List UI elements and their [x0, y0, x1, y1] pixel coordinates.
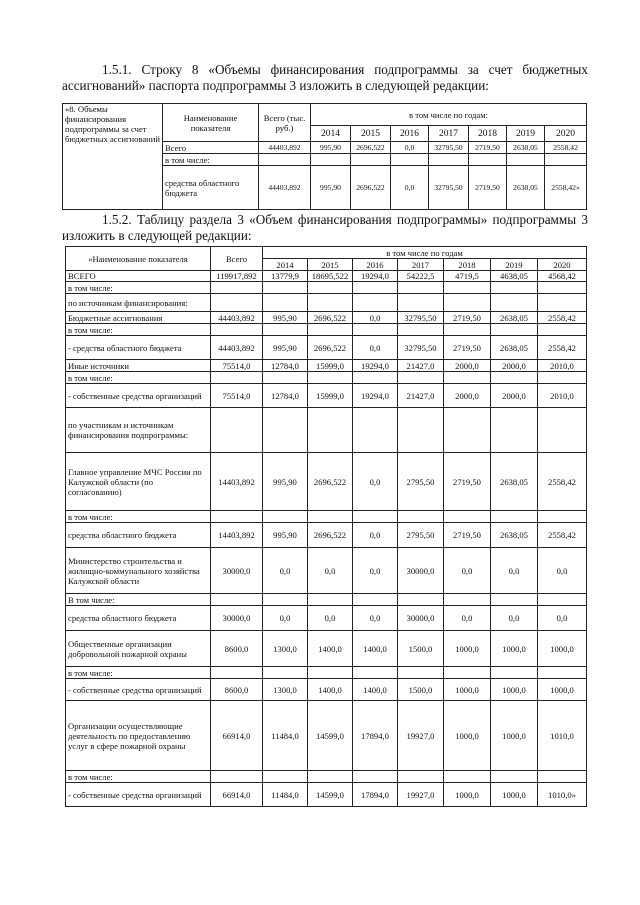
row-name: в том числе:: [66, 511, 211, 523]
cell-value: 21427,0: [398, 384, 444, 408]
cell-value: 19294,0: [353, 271, 398, 282]
row-name: - собственные средства организаций: [66, 679, 211, 701]
cell-value: [444, 294, 491, 312]
row-total: 44403,892: [211, 336, 263, 360]
cell-value: [491, 771, 538, 783]
cell-value: [491, 372, 538, 384]
row-name: средства областного бюджета: [66, 523, 211, 548]
cell-value: [308, 667, 353, 679]
cell-value: 17894,0: [353, 783, 398, 807]
row-total: [211, 372, 263, 384]
cell-value: [491, 282, 538, 294]
cell-value: [538, 372, 587, 384]
table-row: [66, 294, 587, 312]
table-row: [66, 548, 587, 594]
cell-value: 2000,0: [444, 384, 491, 408]
cell-value: [398, 667, 444, 679]
year-header: 2015: [351, 126, 391, 142]
table-row: [66, 511, 587, 523]
cell-value: 2638,05: [507, 142, 545, 154]
cell-value: 1300,0: [263, 631, 308, 667]
cell-value: [538, 282, 587, 294]
cell-value: [398, 771, 444, 783]
row-name: средства областного бюджета: [66, 606, 211, 631]
cell-value: 1500,0: [398, 679, 444, 701]
cell-value: 14599,0: [308, 701, 353, 771]
row-total: 44403,892: [259, 166, 311, 210]
cell-value: 0,0: [444, 548, 491, 594]
year-header: 2014: [263, 259, 308, 271]
cell-value: 2719,50: [444, 336, 491, 360]
cell-value: 0,0: [308, 548, 353, 594]
row-total: [211, 294, 263, 312]
cell-value: 2719,50: [444, 312, 491, 324]
cell-value: 2638,05: [491, 336, 538, 360]
cell-value: 32795,50: [398, 312, 444, 324]
col-total-header: Всего: [211, 247, 263, 271]
row-name: по участникам и источникам финансирования подпрограммы:: [66, 408, 211, 453]
cell-value: [353, 771, 398, 783]
cell-value: 15999,0: [308, 360, 353, 372]
cell-value: [263, 667, 308, 679]
cell-value: 17894,0: [353, 701, 398, 771]
year-header: 2020: [538, 259, 587, 271]
cell-value: 2795,50: [398, 523, 444, 548]
cell-value: [263, 511, 308, 523]
cell-value: 2719,50: [444, 523, 491, 548]
cell-value: 32795,50: [429, 166, 469, 210]
cell-value: [263, 372, 308, 384]
cell-value: [353, 324, 398, 336]
table-row: [66, 631, 587, 667]
cell-value: 2638,05: [491, 453, 538, 511]
cell-value: [308, 372, 353, 384]
row-name: Министерство строительства и жилищно-коммунального хозяйства Калужской области: [66, 548, 211, 594]
cell-value: [263, 324, 308, 336]
cell-value: 2010,0: [538, 384, 587, 408]
cell-value: 2696,522: [308, 453, 353, 511]
subprogram-financing-table: [65, 246, 587, 807]
row-8-label: «8. Объемы финансирования подпрограммы за счет бюджетных ассигнований: [63, 104, 163, 210]
cell-value: 0,0: [353, 606, 398, 631]
cell-value: 13779,9: [263, 271, 308, 282]
row-total: [211, 282, 263, 294]
table-row: [66, 372, 587, 384]
cell-value: [263, 408, 308, 453]
cell-value: 995,90: [263, 312, 308, 324]
cell-value: 1400,0: [353, 679, 398, 701]
cell-value: [398, 594, 444, 606]
row-name: по источникам финансирования:: [66, 294, 211, 312]
cell-value: 1000,0: [491, 631, 538, 667]
row-name: Иные источники: [66, 360, 211, 372]
cell-value: [444, 771, 491, 783]
table-row: [66, 312, 587, 324]
cell-value: 0,0: [353, 336, 398, 360]
row-total: [211, 324, 263, 336]
cell-value: 1010,0: [538, 701, 587, 771]
row-total: [211, 667, 263, 679]
cell-value: 2010,0: [538, 360, 587, 372]
cell-value: 2000,0: [444, 360, 491, 372]
cell-value: [308, 408, 353, 453]
cell-value: 0,0: [538, 548, 587, 594]
cell-value: [491, 408, 538, 453]
table-row: [66, 594, 587, 606]
cell-value: 2638,05: [507, 166, 545, 210]
table-row: [66, 606, 587, 631]
year-header: 2019: [507, 126, 545, 142]
col-total-header: Всего (тыс. руб.): [259, 104, 311, 142]
cell-value: [398, 282, 444, 294]
cell-value: 1000,0: [538, 631, 587, 667]
table-row: [66, 324, 587, 336]
cell-value: 32795,50: [429, 142, 469, 154]
cell-value: 2558,42: [538, 523, 587, 548]
years-group-header: в том числе по годам: [263, 247, 587, 259]
cell-value: 2696,522: [351, 142, 391, 154]
year-header: 2017: [429, 126, 469, 142]
cell-value: [538, 771, 587, 783]
cell-value: [538, 594, 587, 606]
row-total: 119917,892: [211, 271, 263, 282]
row-total: 14403,892: [211, 523, 263, 548]
cell-value: 0,0: [308, 606, 353, 631]
cell-value: 995,90: [263, 336, 308, 360]
cell-value: 30000,0: [398, 548, 444, 594]
table-row: [66, 667, 587, 679]
year-header: 2018: [469, 126, 507, 142]
row-total: 66914,0: [211, 783, 263, 807]
cell-value: 1000,0: [491, 679, 538, 701]
row-name: в том числе:: [66, 667, 211, 679]
row-name: - собственные средства организаций: [66, 384, 211, 408]
col-name-header: «Наименование показателя: [66, 247, 211, 271]
cell-value: 995,90: [263, 523, 308, 548]
cell-value: [263, 282, 308, 294]
cell-value: 14599,0: [308, 783, 353, 807]
table-row: [66, 360, 587, 372]
years-group-header: в том числе по годам:: [311, 104, 587, 126]
cell-value: 1500,0: [398, 631, 444, 667]
cell-value: 2558,42»: [545, 166, 587, 210]
paragraph-1-5-1: 1.5.1. Строку 8 «Объемы финансирования подпрограммы за счет бюджетных ассигнований» паспорта подпрограммы 3 изложить в следующей редакции:: [62, 62, 588, 93]
cell-value: 1000,0: [444, 783, 491, 807]
cell-value: 0,0: [263, 548, 308, 594]
year-header: 2015: [308, 259, 353, 271]
row-total: 75514,0: [211, 384, 263, 408]
paragraph-1-5-2: 1.5.2. Таблицу раздела 3 «Объем финансирования подпрограммы» подпрограммы 3 изложить в следующей редакции:: [62, 212, 588, 243]
cell-value: 19927,0: [398, 701, 444, 771]
cell-value: 0,0: [491, 548, 538, 594]
table-row: [66, 282, 587, 294]
cell-value: 0,0: [353, 453, 398, 511]
cell-value: [263, 594, 308, 606]
cell-value: [491, 667, 538, 679]
cell-value: [538, 408, 587, 453]
row-total: [211, 511, 263, 523]
year-header: 2014: [311, 126, 351, 142]
cell-value: 4568,42: [538, 271, 587, 282]
cell-value: 2638,05: [491, 523, 538, 548]
cell-value: [398, 408, 444, 453]
row-total: 8600,0: [211, 631, 263, 667]
row-total: 30000,0: [211, 606, 263, 631]
table-row: [66, 523, 587, 548]
cell-value: 2558,42: [538, 312, 587, 324]
cell-value: [444, 372, 491, 384]
cell-value: [308, 324, 353, 336]
cell-value: [444, 594, 491, 606]
cell-value: 19927,0: [398, 783, 444, 807]
cell-value: 12784,0: [263, 384, 308, 408]
row-total: [211, 771, 263, 783]
cell-value: 1400,0: [308, 631, 353, 667]
cell-value: [444, 282, 491, 294]
row-total: [211, 408, 263, 453]
cell-value: 1000,0: [491, 701, 538, 771]
cell-value: 2719,50: [469, 166, 507, 210]
cell-value: 11484,0: [263, 701, 308, 771]
cell-value: [353, 408, 398, 453]
row-name: в том числе:: [163, 154, 259, 166]
cell-value: [398, 372, 444, 384]
cell-value: [398, 294, 444, 312]
cell-value: 995,90: [311, 166, 351, 210]
row-name: - собственные средства организаций: [66, 783, 211, 807]
cell-value: 2795,50: [398, 453, 444, 511]
table-row: [66, 453, 587, 511]
year-header: 2017: [398, 259, 444, 271]
cell-value: [353, 372, 398, 384]
row-name: В том числе:: [66, 594, 211, 606]
cell-value: 2558,42: [538, 336, 587, 360]
cell-value: 54222,5: [398, 271, 444, 282]
cell-value: [263, 771, 308, 783]
cell-value: 995,90: [311, 142, 351, 154]
cell-value: [353, 594, 398, 606]
row-name: Всего: [163, 142, 259, 154]
table-row: [66, 701, 587, 771]
cell-value: 2696,522: [351, 166, 391, 210]
cell-value: [353, 282, 398, 294]
row-total: 44403,892: [259, 142, 311, 154]
cell-value: [444, 324, 491, 336]
cell-value: 2696,522: [308, 312, 353, 324]
cell-value: 0,0: [444, 606, 491, 631]
cell-value: [398, 324, 444, 336]
cell-value: [491, 324, 538, 336]
row-total: 66914,0: [211, 701, 263, 771]
cell-value: 0,0: [391, 166, 429, 210]
year-header: 2019: [491, 259, 538, 271]
year-header: 2018: [444, 259, 491, 271]
cell-value: [353, 667, 398, 679]
year-header: 2016: [391, 126, 429, 142]
cell-value: 2696,522: [308, 523, 353, 548]
cell-value: [353, 511, 398, 523]
cell-value: [491, 294, 538, 312]
cell-value: [538, 511, 587, 523]
cell-value: [538, 294, 587, 312]
table-row: [66, 336, 587, 360]
cell-value: 1000,0: [491, 783, 538, 807]
cell-value: [538, 667, 587, 679]
cell-value: [308, 771, 353, 783]
cell-value: 19294,0: [353, 384, 398, 408]
cell-value: 1000,0: [444, 701, 491, 771]
table-row: [66, 783, 587, 807]
row-name: в том числе:: [66, 771, 211, 783]
cell-value: 2558,42: [538, 453, 587, 511]
cell-value: [491, 511, 538, 523]
row-name: в том числе:: [66, 282, 211, 294]
table-row: [66, 679, 587, 701]
cell-value: 19294,0: [353, 360, 398, 372]
row-total: 30000,0: [211, 548, 263, 594]
row-name: Общественные организации добровольной пожарной охраны: [66, 631, 211, 667]
table-row: [66, 384, 587, 408]
cell-value: [353, 294, 398, 312]
cell-value: 12784,0: [263, 360, 308, 372]
cell-value: 1400,0: [353, 631, 398, 667]
row-name: в том числе:: [66, 372, 211, 384]
cell-value: [308, 294, 353, 312]
cell-value: 30000,0: [398, 606, 444, 631]
cell-value: 2696,522: [308, 336, 353, 360]
cell-value: [308, 511, 353, 523]
cell-value: 18695,522: [308, 271, 353, 282]
cell-value: 2000,0: [491, 360, 538, 372]
row-total: 44403,892: [211, 312, 263, 324]
cell-value: 0,0: [353, 312, 398, 324]
cell-value: [444, 667, 491, 679]
cell-value: 1300,0: [263, 679, 308, 701]
cell-value: 2719,50: [444, 453, 491, 511]
cell-value: 2719,50: [469, 142, 507, 154]
cell-value: [308, 282, 353, 294]
cell-value: 32795,50: [398, 336, 444, 360]
row-name: в том числе:: [66, 324, 211, 336]
row-name: ВСЕГО: [66, 271, 211, 282]
row-name: - средства областного бюджета: [66, 336, 211, 360]
cell-value: [398, 511, 444, 523]
cell-value: 4719,5: [444, 271, 491, 282]
cell-value: 0,0: [263, 606, 308, 631]
table-row: [66, 408, 587, 453]
cell-value: 1000,0: [444, 679, 491, 701]
cell-value: [538, 324, 587, 336]
row-total: [211, 594, 263, 606]
row-total: 75514,0: [211, 360, 263, 372]
row-name: Организации осуществляющие деятельность по предоставлению услуг в сфере пожарной охраны: [66, 701, 211, 771]
cell-value: [444, 408, 491, 453]
cell-value: 0,0: [391, 142, 429, 154]
cell-value: 21427,0: [398, 360, 444, 372]
cell-value: 11484,0: [263, 783, 308, 807]
cell-value: 1000,0: [444, 631, 491, 667]
cell-value: 0,0: [491, 606, 538, 631]
row-total: 8600,0: [211, 679, 263, 701]
cell-value: 2638,05: [491, 312, 538, 324]
cell-value: 2558,42: [545, 142, 587, 154]
cell-value: 2000,0: [491, 384, 538, 408]
cell-value: [308, 594, 353, 606]
cell-value: 995,90: [263, 453, 308, 511]
cell-value: 1010,0»: [538, 783, 587, 807]
cell-value: 1400,0: [308, 679, 353, 701]
cell-value: [491, 594, 538, 606]
row-name: Главное управление МЧС России по Калужской области (по согласованию): [66, 453, 211, 511]
col-name-header: Наименование показателя: [163, 104, 259, 142]
cell-value: [444, 511, 491, 523]
cell-value: 0,0: [353, 548, 398, 594]
year-header: 2016: [353, 259, 398, 271]
cell-value: 0,0: [353, 523, 398, 548]
passport-row-8-table: [62, 103, 587, 210]
cell-value: 0,0: [538, 606, 587, 631]
table-row: [66, 771, 587, 783]
cell-value: [263, 294, 308, 312]
row-total: 14403,892: [211, 453, 263, 511]
cell-value: 15999,0: [308, 384, 353, 408]
cell-value: 1000,0: [538, 679, 587, 701]
table-row: [66, 271, 587, 282]
row-name: Бюджетные ассигнования: [66, 312, 211, 324]
cell-value: 4638,05: [491, 271, 538, 282]
row-name: средства областного бюджета: [163, 166, 259, 210]
year-header: 2020: [545, 126, 587, 142]
